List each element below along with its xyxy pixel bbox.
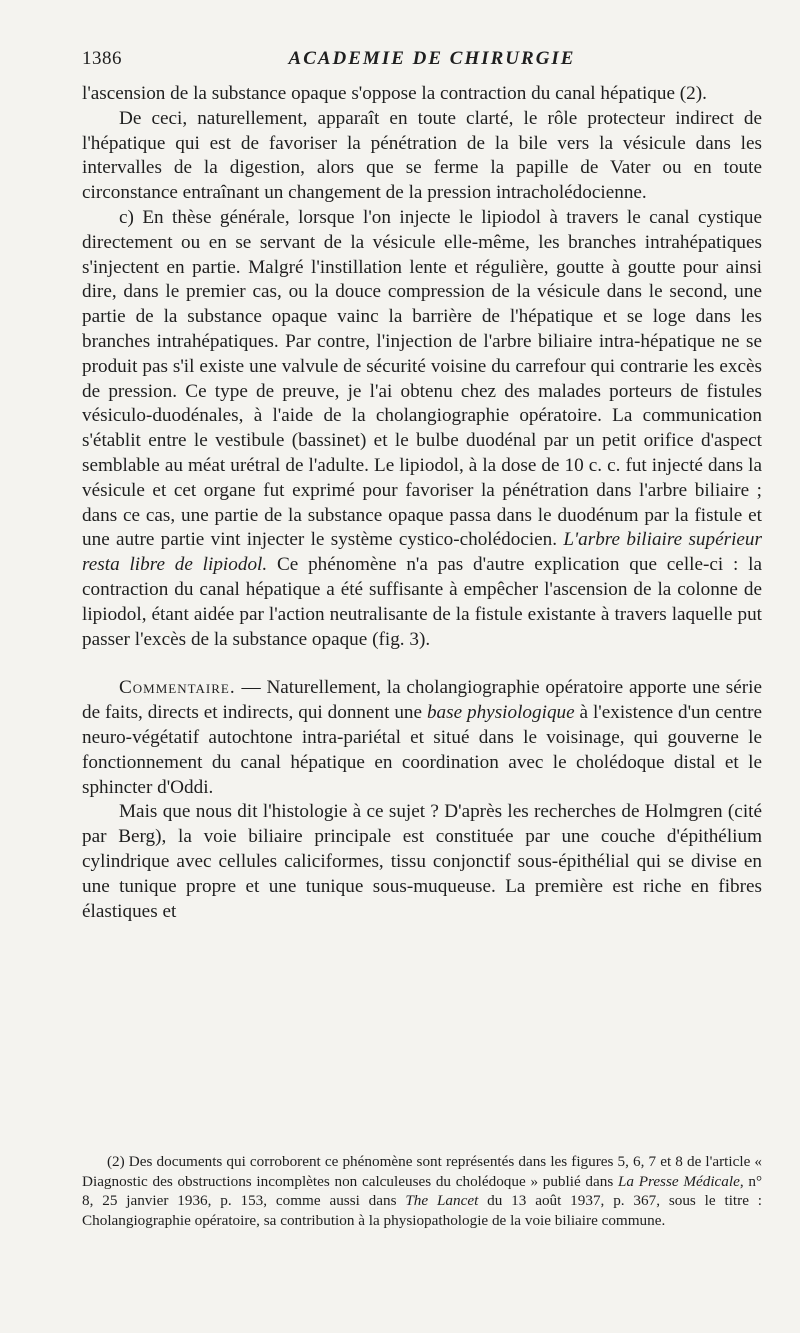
section-label: Commentaire. (119, 677, 236, 699)
text-run: l'ascension de la substance opaque s'oppose la contraction du canal hépatique (2). (82, 83, 707, 104)
footnote (82, 1152, 762, 1230)
text-run: à l'existence d'un centre neuro-végétatif autochtone intra-pariétal et situé dans le voisinage, qui gouverne le fonctionnement du canal hépatique en coordination avec le cholédoque distal et le sphincter d'Oddi. (82, 702, 762, 798)
text-run: du 13 août 1937, p. 367, sous le titre : Cholangiographie opératoire, sa contribution à la physiopathologie de la voie biliaire commune. (82, 1192, 762, 1229)
text-run: Ce phénomène n'a pas d'autre explication que celle-ci : la contraction du canal hépatique a été suffisante à empêcher l'ascension de la colonne de lipiodol, étant aidée par l'action neutralisante de la fistule existante à travers laquelle put passer l'excès de la substance opaque (fig. 3). (82, 554, 762, 650)
text-run: De ceci, naturellement, apparaît en toute clarté, le rôle protecteur indirect de l'hépatique qui est de favoriser la pénétration de la bile vers la vésicule dans les intervalles de la digestion, alors que se ferme la papille de Vater ou en toute circonstance entraînant un changement de la pression intracholédocienne. (82, 107, 762, 204)
text-run: — Naturellement, la cholangiographie opératoire apporte une série de faits, directs et indirects, qui donnent une (82, 677, 762, 724)
italic-text: The Lancet (405, 1192, 479, 1209)
page-number: 1386 (82, 48, 122, 69)
text-run: (2) Des documents qui corroborent ce phénomène sont représentés dans les figures 5, 6, 7 et 8 de l'article « Diagnostic des obstructions incomplètes non calculeuses du cholédoque » publié dans (82, 1153, 762, 1190)
paragraph (82, 107, 762, 206)
paragraph (82, 800, 762, 924)
text-run: , n° 8, 25 janvier 1936, p. 153, comme aussi dans (82, 1172, 763, 1209)
italic-text: La Presse Médicale (617, 1172, 740, 1190)
paragraph (82, 206, 762, 652)
body-text (82, 82, 762, 924)
text-run: c) En thèse générale, lorsque l'on injecte le lipiodol à travers le canal cystique directement ou en se servant de la vésicule elle-même, les branches intrahépatiques s'injectent en partie. Malgré l'instillation lente et régulière, goutte à goutte pour ainsi dire, dans le premier cas, ou la douce compression de la vésicule dans le second, une partie de la substance opaque vainc la barrière de l'hépatique et se loge dans les branches intrahépatiques. Par contre, l'injection de l'arbre biliaire intra-hépatique ne se produit pas s'il existe une valvule de sécurité voisine du carrefour qui contrarie les excès de pression. Ce type de preuve, je l'ai obtenu chez des malades porteurs de fistules vésiculo-duodénales, à l'aide de la cholangiographie opératoire. La communication s'établit entre le vestibule (bassinet) et le bulbe duodénal par un petit orifice d'aspect semblable au méat urétral de l'adulte. Le lipiodol, à la dose de 10 c. c. fut injecté dans la vésicule et cet organe fut exprimé pour favoriser la pénétration dans l'arbre biliaire ; dans ce cas, une partie de la substance opaque passa dans le duodénum par la fistule et une autre partie vint injecter le système cystico-cholédocien. (82, 206, 762, 551)
paragraph (82, 676, 762, 800)
paragraph (82, 82, 762, 107)
running-title: ACADEMIE DE CHIRURGIE (288, 48, 576, 69)
page-header (82, 44, 762, 74)
italic-text: base physiologique (426, 702, 575, 724)
italic-text: L'arbre biliaire supérieur resta libre de lipiodol. (82, 529, 762, 576)
text-run: Mais que nous dit l'histologie à ce sujet ? D'après les recherches de Holmgren (cité par Berg), la voie biliaire principale est constituée par une couche d'épithélium cylindrique avec cellules caliciformes, tissu conjonctif sous-épithélial qui se divise en une tunique propre et une tunique sous-muqueuse. La première est riche en fibres élastiques et (82, 801, 762, 922)
footnotes (82, 1152, 762, 1230)
